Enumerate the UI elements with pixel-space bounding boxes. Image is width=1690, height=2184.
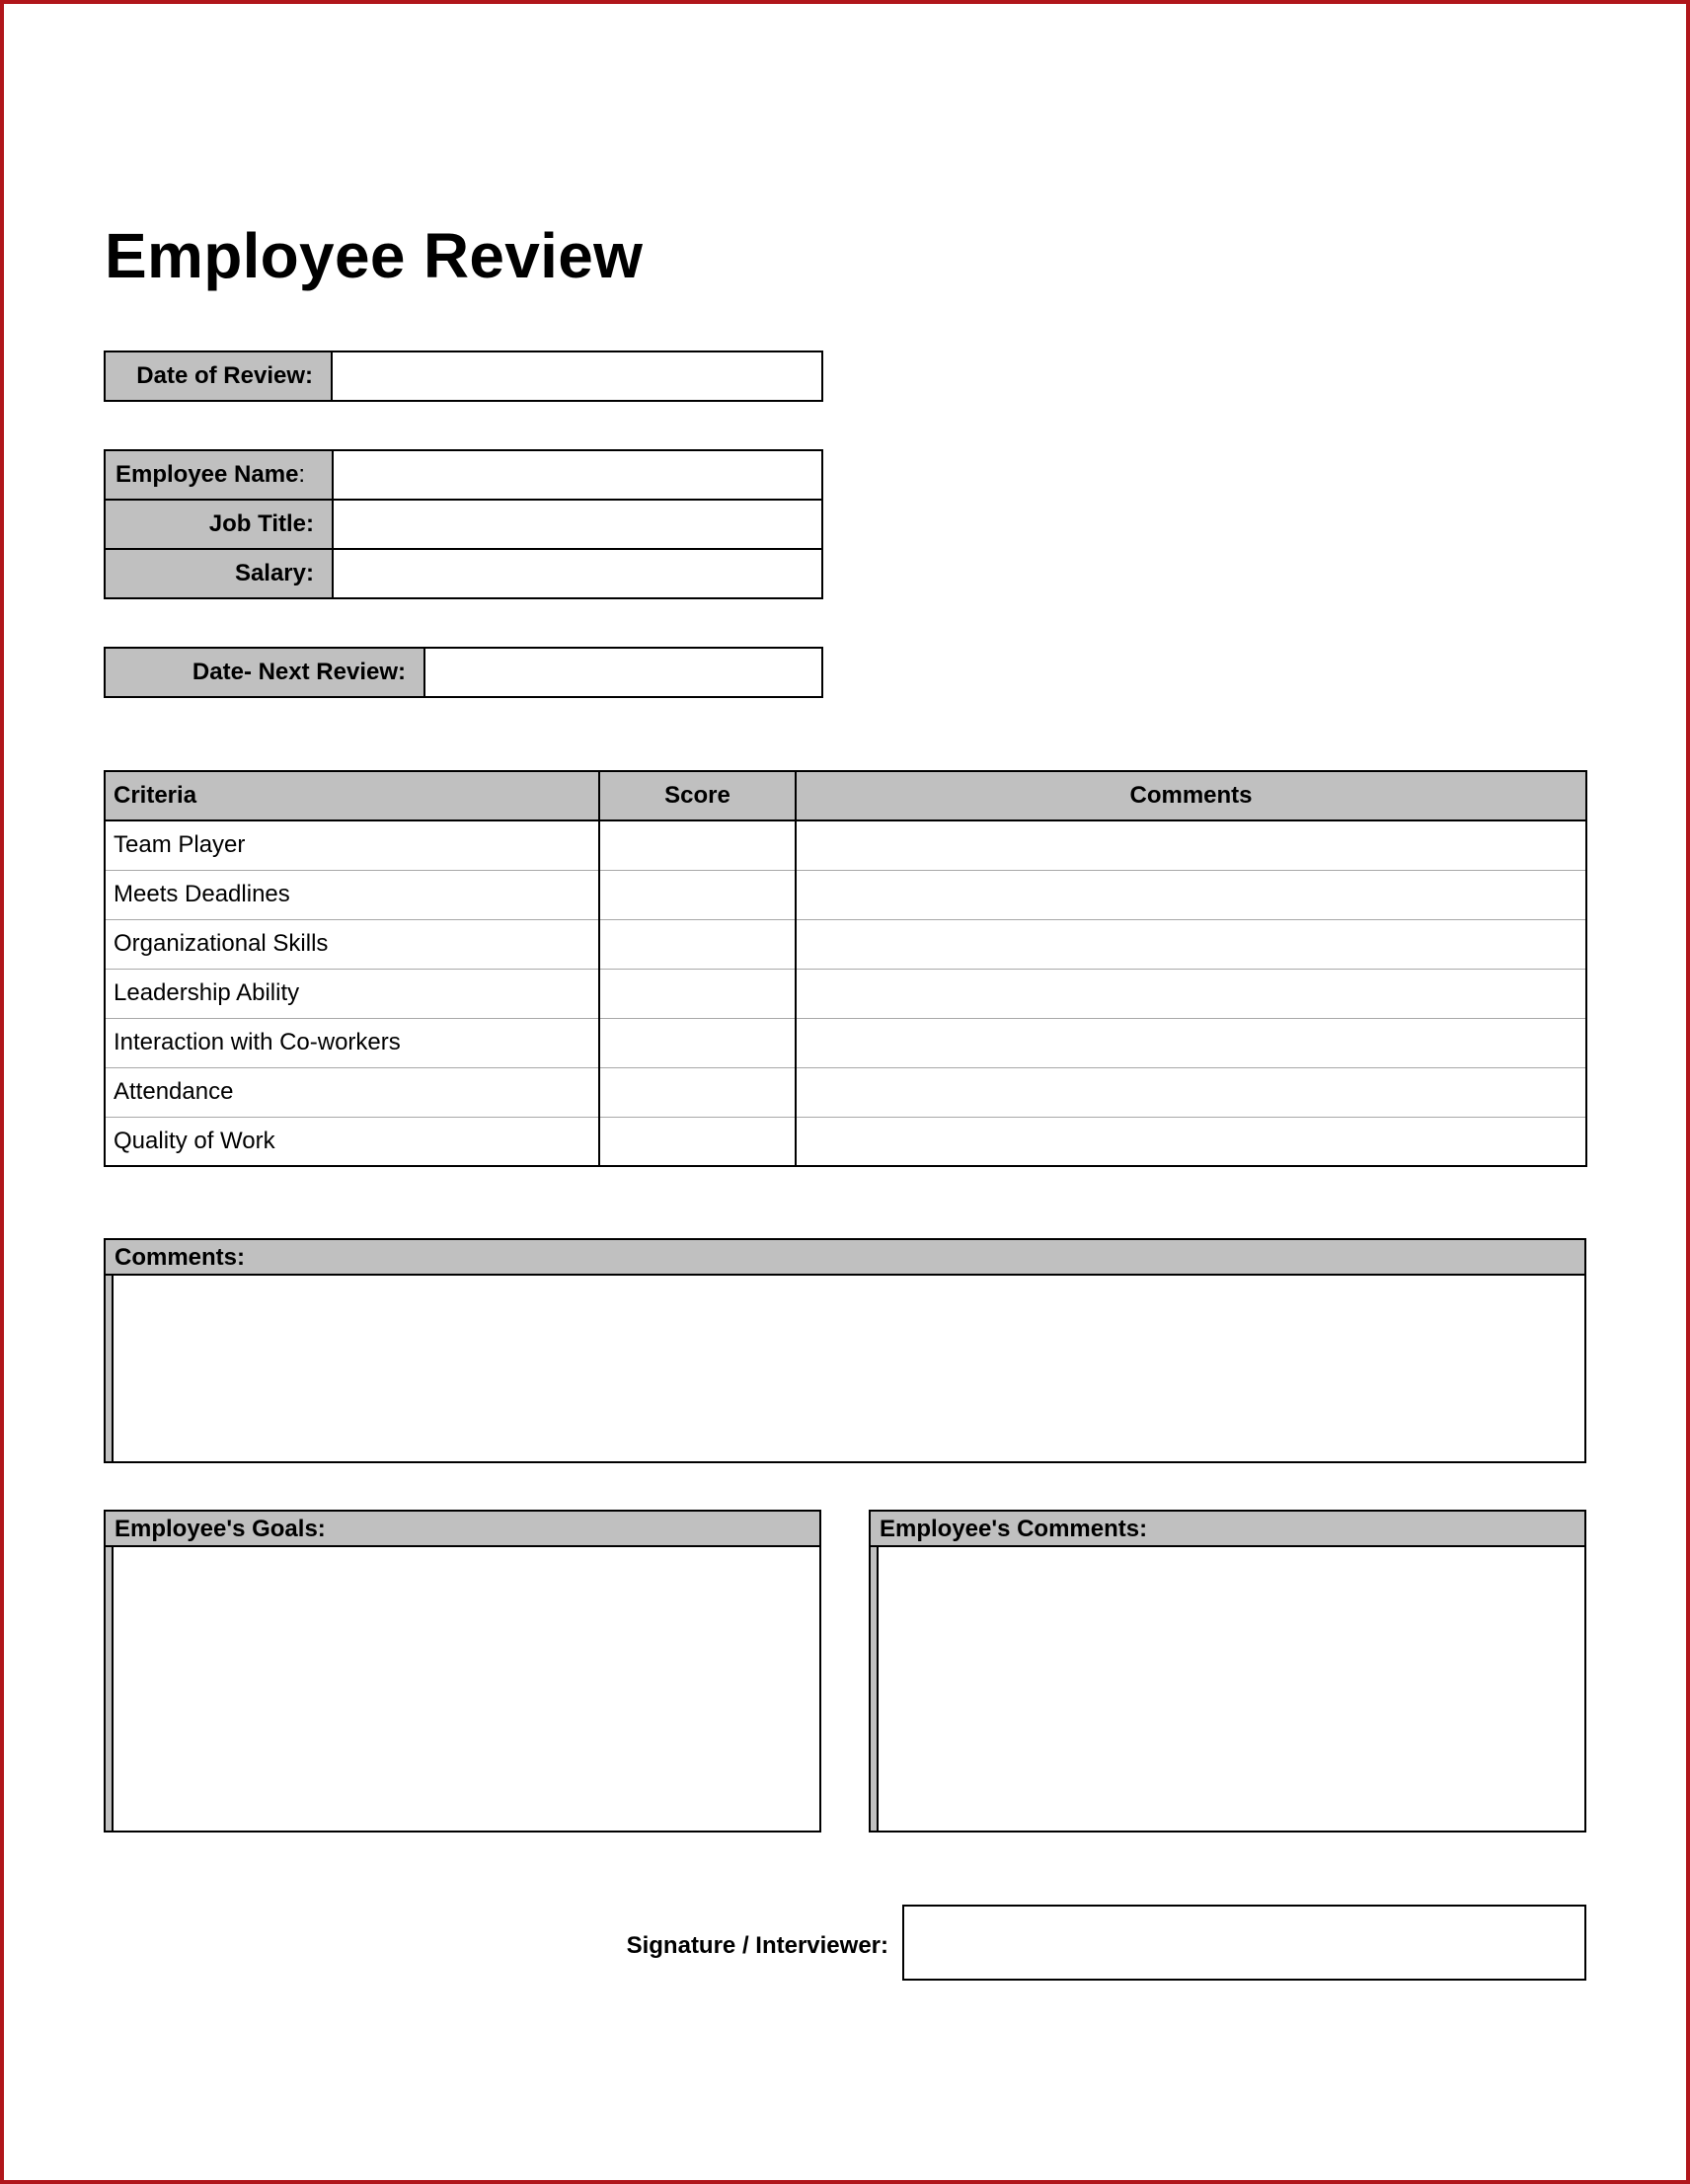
- employee-name-label-text: Employee Name: [115, 461, 299, 488]
- table-row: [105, 969, 1586, 1018]
- employee-goals-textarea[interactable]: [112, 1547, 819, 1831]
- table-row: [105, 1067, 1586, 1117]
- employee-goals-label: Employee's Goals:: [106, 1512, 819, 1547]
- criteria-cell: Meets Deadlines: [105, 870, 599, 919]
- date-next-review-label: Date- Next Review:: [105, 648, 424, 697]
- comments-box-label: Comments:: [106, 1240, 1584, 1276]
- employee-comments-box: [869, 1510, 1586, 1833]
- comments-header: Comments: [796, 771, 1586, 820]
- table-row: [105, 1117, 1586, 1166]
- signature-field[interactable]: [902, 1905, 1586, 1981]
- comments-cell[interactable]: [796, 969, 1586, 1018]
- table-row: [105, 870, 1586, 919]
- score-cell[interactable]: [599, 870, 796, 919]
- date-of-review-table: [104, 351, 823, 402]
- job-title-field[interactable]: [333, 500, 822, 549]
- score-header: Score: [599, 771, 796, 820]
- score-cell[interactable]: [599, 969, 796, 1018]
- score-cell[interactable]: [599, 820, 796, 870]
- date-of-review-field[interactable]: [332, 351, 822, 401]
- employee-info-table: [104, 449, 823, 599]
- criteria-cell: Quality of Work: [105, 1117, 599, 1166]
- criteria-cell: Interaction with Co-workers: [105, 1018, 599, 1067]
- salary-label: Salary:: [105, 549, 333, 598]
- score-cell[interactable]: [599, 1067, 796, 1117]
- job-title-label: Job Title:: [105, 500, 333, 549]
- criteria-cell: Team Player: [105, 820, 599, 870]
- criteria-cell: Leadership Ability: [105, 969, 599, 1018]
- employee-comments-textarea[interactable]: [877, 1547, 1584, 1831]
- comments-box: [104, 1238, 1586, 1463]
- employee-name-field[interactable]: [333, 450, 822, 500]
- salary-field[interactable]: [333, 549, 822, 598]
- criteria-cell: Attendance: [105, 1067, 599, 1117]
- comments-cell[interactable]: [796, 870, 1586, 919]
- criteria-cell: Organizational Skills: [105, 919, 599, 969]
- comments-cell[interactable]: [796, 1067, 1586, 1117]
- table-row: [105, 1018, 1586, 1067]
- criteria-header-row: [105, 771, 1586, 820]
- employee-name-colon: :: [298, 461, 306, 488]
- comments-cell[interactable]: [796, 820, 1586, 870]
- comments-cell[interactable]: [796, 919, 1586, 969]
- criteria-table: [104, 770, 1587, 1167]
- comments-cell[interactable]: [796, 1117, 1586, 1166]
- criteria-header: Criteria: [105, 771, 599, 820]
- score-cell[interactable]: [599, 1117, 796, 1166]
- score-cell[interactable]: [599, 919, 796, 969]
- score-cell[interactable]: [599, 1018, 796, 1067]
- table-row: [105, 820, 1586, 870]
- signature-label: Signature / Interviewer:: [626, 1932, 888, 1959]
- date-of-review-label: Date of Review:: [105, 351, 332, 401]
- comments-cell[interactable]: [796, 1018, 1586, 1067]
- comments-textarea[interactable]: [112, 1276, 1584, 1461]
- page-title: Employee Review: [105, 220, 644, 291]
- date-next-review-field[interactable]: [424, 648, 822, 697]
- table-row: [105, 919, 1586, 969]
- next-review-table: [104, 647, 823, 698]
- employee-goals-box: [104, 1510, 821, 1833]
- employee-comments-label: Employee's Comments:: [871, 1512, 1584, 1547]
- employee-name-label: [105, 450, 333, 500]
